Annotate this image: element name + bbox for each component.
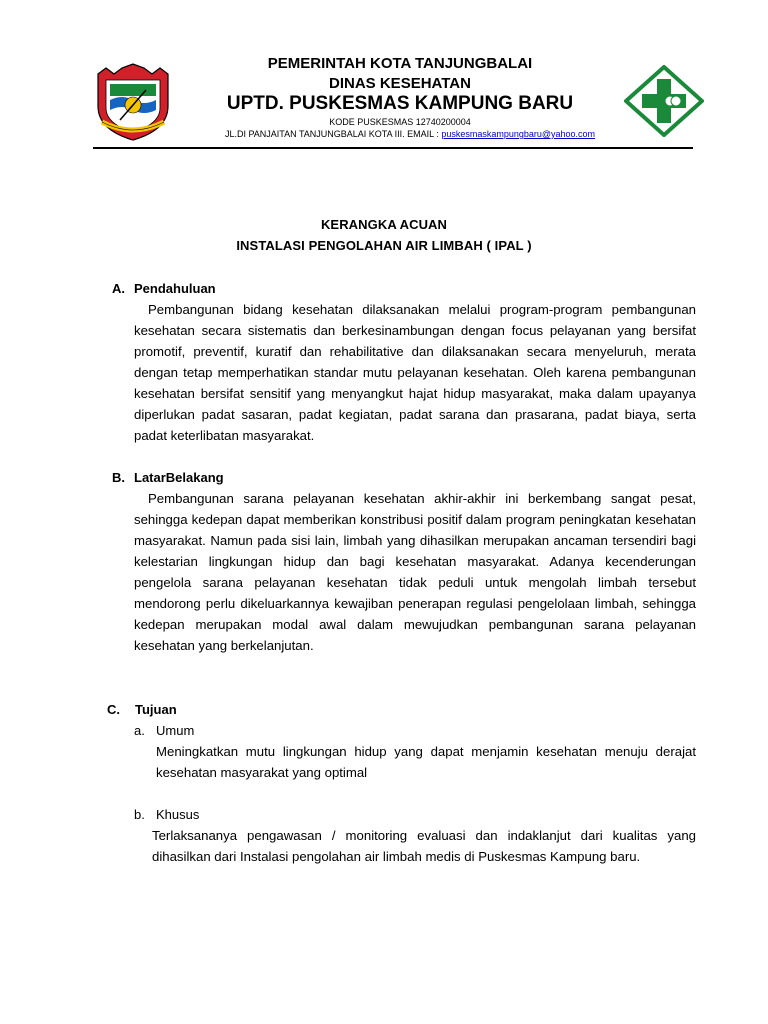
email-link[interactable]: puskesmaskampungbaru@yahoo.com	[441, 129, 596, 139]
header-code: KODE PUSKESMAS 12740200004	[329, 117, 471, 127]
section-b-title: LatarBelakang	[134, 470, 224, 485]
sub-b-text: Terlaksananya pengawasan / monitoring evaluasi dan indaklanjut dari kualitas yang dihasilkan dari Instalasi pengolahan air limbah medis di Puskesmas Kampung baru.	[152, 828, 696, 864]
section-a-text: Pembangunan bidang kesehatan dilaksanakan melalui program-program pembangunan kesehatan secara sistematis dan berkesinambungan dengan focus pelayanan yang bersifat promotif, preventif, kuratif dan rehabilitative dan dilaksanakan secara menyeluruh, merata dengan tetap memperhatikan standar mutu pelayanan kesehatan. Oleh karena pembangunan kesehatan bersifat sensitif yang menyangkut hajat hidup masyarakat, maka dalam upayanya diperlukan padat sasaran, padat kegiatan, padat sarana dan prasarana, padat biaya, serta padat keterlibatan masyarakat.	[134, 302, 696, 443]
section-c-heading	[107, 702, 177, 717]
sub-a-text: Meningkatkan mutu lingkungan hidup yang dapat menjamin kesehatan menuju derajat kesehatan masyarakat yang optimal	[156, 744, 696, 780]
section-c-sub-a-body	[156, 741, 696, 783]
section-c-title: Tujuan	[135, 702, 177, 717]
sub-a-title: Umum	[156, 723, 195, 738]
header-institution: UPTD. PUSKESMAS KAMPUNG BARU	[226, 93, 574, 114]
puskesmas-cross-icon	[624, 65, 704, 137]
section-c-letter: C.	[107, 702, 120, 717]
header-address	[180, 129, 640, 139]
header-divider	[93, 147, 693, 149]
header-department: DINAS KESEHATAN	[329, 75, 471, 92]
section-b-letter: B.	[112, 470, 125, 485]
section-c-sub-b-heading	[134, 807, 199, 822]
section-a-title: Pendahuluan	[134, 281, 216, 296]
sub-a-letter: a.	[134, 723, 145, 738]
address-text: JL.DI PANJAITAN TANJUNGBALAI KOTA III. EMAIL :	[224, 129, 442, 139]
sub-b-title: Khusus	[156, 807, 200, 822]
section-a-letter: A.	[112, 281, 125, 296]
doc-title: KERANGKA ACUAN	[320, 217, 448, 232]
coat-of-arms-icon	[92, 60, 174, 142]
section-a-heading	[112, 281, 216, 296]
section-c-sub-b-body	[152, 825, 696, 867]
section-a-body	[134, 299, 696, 446]
section-b-heading	[112, 470, 224, 485]
sub-b-letter: b.	[134, 807, 145, 822]
doc-subtitle: INSTALASI PENGOLAHAN AIR LIMBAH ( IPAL )	[236, 238, 532, 253]
header-government: PEMERINTAH KOTA TANJUNGBALAI	[267, 55, 533, 72]
section-b-text: Pembangunan sarana pelayanan kesehatan akhir-akhir ini berkembang sangat pesat, sehingga kedepan dapat memberikan konstribusi positif dalam program peningkatan kesehatan masyarakat. Namun pada sisi lain, limbah yang dihasilkan merupakan ancaman tersendiri bagi kelestarian lingkungan hidup dan bagi kesehatan masyarakat. Adanya kecenderungan pengelola sarana pelayanan kesehatan tidak peduli untuk mengolah limbah tersebut mendorong perlu dikeluarkannya kewajiban penerapan regulasi pengelolaan limbah, sehingga kedepan merupakan modal awal dalam mewujudkan pembangunan sarana pelayanan kesehatan yang berkelanjutan.	[134, 491, 696, 653]
section-b-body	[134, 488, 696, 656]
section-c-sub-a-heading	[134, 723, 194, 738]
